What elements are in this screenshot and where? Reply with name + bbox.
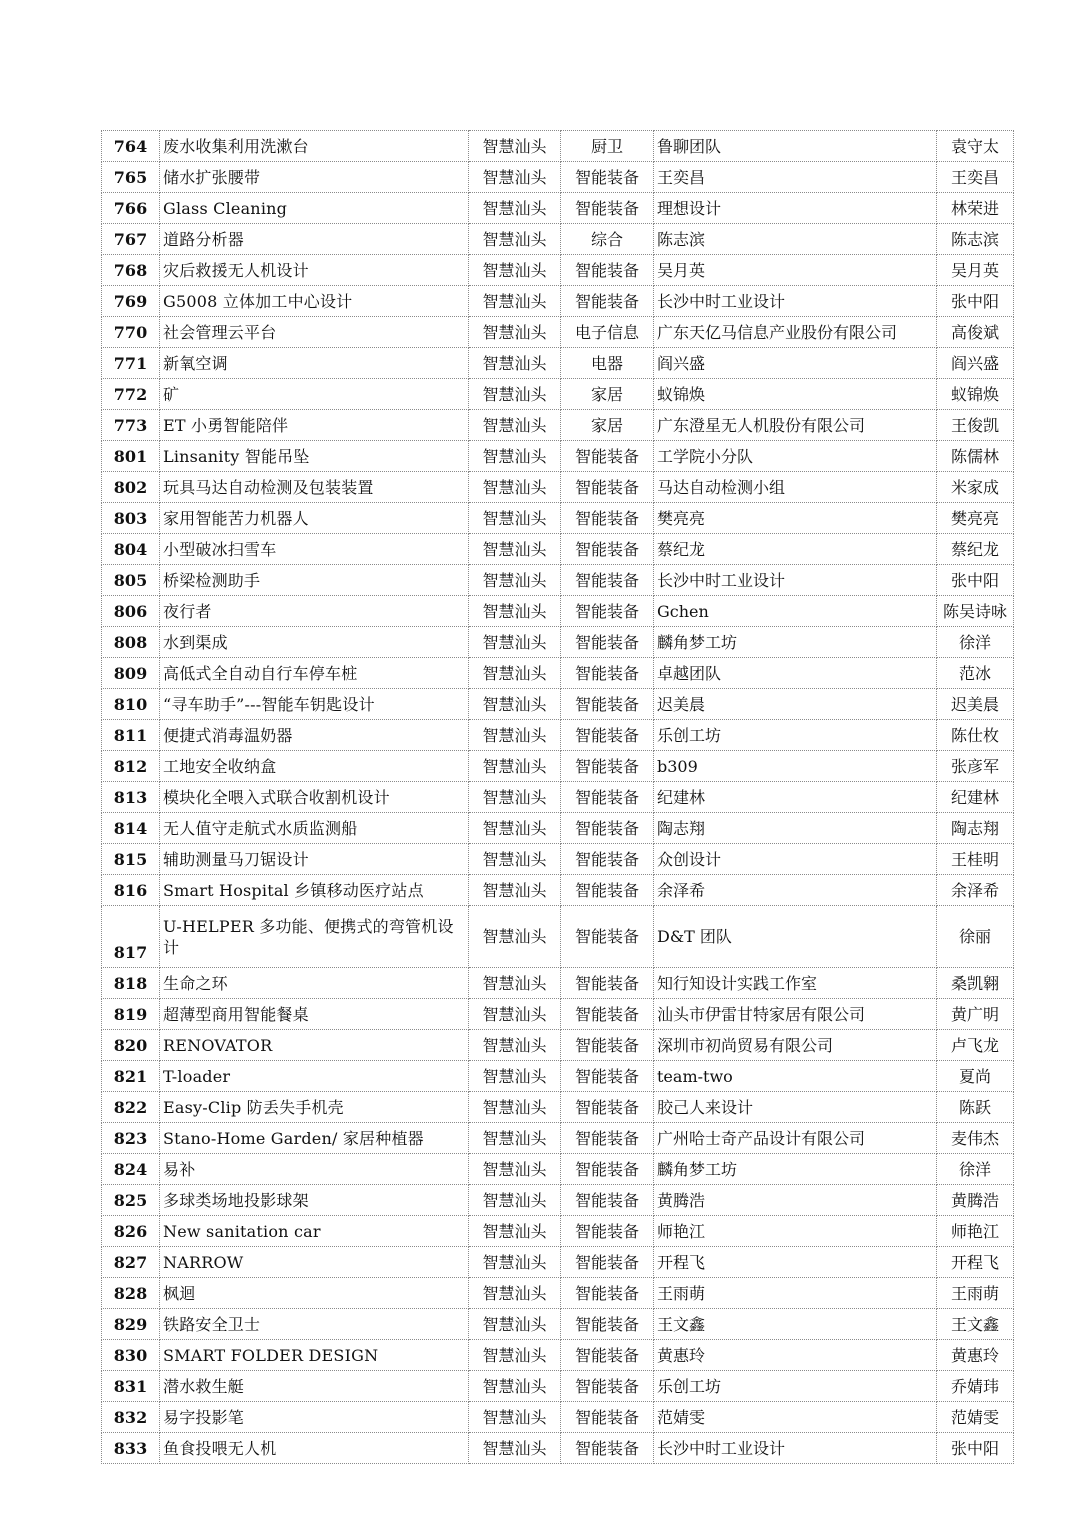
table-row bbox=[102, 348, 1014, 379]
entry-region: 智慧汕头 bbox=[469, 1123, 561, 1154]
entry-person: 纪建林 bbox=[937, 782, 1014, 813]
entry-person: 余泽希 bbox=[937, 875, 1014, 906]
entry-category: 智能装备 bbox=[561, 286, 654, 317]
entry-number: 819 bbox=[102, 999, 160, 1030]
entry-category: 智能装备 bbox=[561, 1030, 654, 1061]
table-row bbox=[102, 534, 1014, 565]
entry-number: 831 bbox=[102, 1371, 160, 1402]
entry-name: SMART FOLDER DESIGN bbox=[160, 1340, 469, 1371]
table-row bbox=[102, 255, 1014, 286]
entry-team: 长沙中时工业设计 bbox=[654, 286, 937, 317]
entry-category: 智能装备 bbox=[561, 503, 654, 534]
entry-number: 813 bbox=[102, 782, 160, 813]
entry-number: 810 bbox=[102, 689, 160, 720]
entry-person: 陈儒林 bbox=[937, 441, 1014, 472]
entry-category: 电器 bbox=[561, 348, 654, 379]
entry-number: 764 bbox=[102, 131, 160, 162]
entry-category: 智能装备 bbox=[561, 906, 654, 968]
entry-region: 智慧汕头 bbox=[469, 441, 561, 472]
entry-team: team-two bbox=[654, 1061, 937, 1092]
entry-region: 智慧汕头 bbox=[469, 1247, 561, 1278]
entry-category: 智能装备 bbox=[561, 968, 654, 999]
entry-team: 知行知设计实践工作室 bbox=[654, 968, 937, 999]
entry-region: 智慧汕头 bbox=[469, 906, 561, 968]
entry-team: 纪建林 bbox=[654, 782, 937, 813]
table-row bbox=[102, 596, 1014, 627]
entry-person: 袁守太 bbox=[937, 131, 1014, 162]
table-row bbox=[102, 782, 1014, 813]
entry-category: 综合 bbox=[561, 224, 654, 255]
entry-number: 805 bbox=[102, 565, 160, 596]
entry-team: Gchen bbox=[654, 596, 937, 627]
entry-name: 水到渠成 bbox=[160, 627, 469, 658]
entry-region: 智慧汕头 bbox=[469, 844, 561, 875]
entry-number: 818 bbox=[102, 968, 160, 999]
entry-team: 理想设计 bbox=[654, 193, 937, 224]
entry-name: Stano-Home Garden/ 家居种植器 bbox=[160, 1123, 469, 1154]
entry-number: 803 bbox=[102, 503, 160, 534]
entry-team: 黄惠玲 bbox=[654, 1340, 937, 1371]
entry-team: 蔡纪龙 bbox=[654, 534, 937, 565]
entry-number: 773 bbox=[102, 410, 160, 441]
entry-category: 智能装备 bbox=[561, 720, 654, 751]
entry-person: 王文鑫 bbox=[937, 1309, 1014, 1340]
entry-name: 潜水救生艇 bbox=[160, 1371, 469, 1402]
entry-category: 智能装备 bbox=[561, 1402, 654, 1433]
entry-number: 830 bbox=[102, 1340, 160, 1371]
entry-team: 卓越团队 bbox=[654, 658, 937, 689]
entry-team: 汕头市伊雷甘特家居有限公司 bbox=[654, 999, 937, 1030]
entry-team: 胶己人来设计 bbox=[654, 1092, 937, 1123]
entry-person: 黄惠玲 bbox=[937, 1340, 1014, 1371]
entry-number: 820 bbox=[102, 1030, 160, 1061]
entry-category: 智能装备 bbox=[561, 689, 654, 720]
entry-person: 王俊凯 bbox=[937, 410, 1014, 441]
entry-team: 马达自动检测小组 bbox=[654, 472, 937, 503]
entry-region: 智慧汕头 bbox=[469, 1309, 561, 1340]
entry-name: T-loader bbox=[160, 1061, 469, 1092]
entry-category: 智能装备 bbox=[561, 1154, 654, 1185]
entry-number: 825 bbox=[102, 1185, 160, 1216]
entry-team: 王雨萌 bbox=[654, 1278, 937, 1309]
entry-category: 智能装备 bbox=[561, 1216, 654, 1247]
entry-team: 广东澄星无人机股份有限公司 bbox=[654, 410, 937, 441]
entry-name: 矿 bbox=[160, 379, 469, 410]
entry-person: 师艳江 bbox=[937, 1216, 1014, 1247]
entry-region: 智慧汕头 bbox=[469, 658, 561, 689]
entry-team: 鲁聊团队 bbox=[654, 131, 937, 162]
entry-number: 771 bbox=[102, 348, 160, 379]
entry-region: 智慧汕头 bbox=[469, 255, 561, 286]
entry-region: 智慧汕头 bbox=[469, 348, 561, 379]
entry-number: 766 bbox=[102, 193, 160, 224]
entry-person: 迟美晨 bbox=[937, 689, 1014, 720]
table-row bbox=[102, 1371, 1014, 1402]
entry-region: 智慧汕头 bbox=[469, 875, 561, 906]
entry-person: 黄广明 bbox=[937, 999, 1014, 1030]
entry-number: 765 bbox=[102, 162, 160, 193]
entry-team: 迟美晨 bbox=[654, 689, 937, 720]
entry-region: 智慧汕头 bbox=[469, 968, 561, 999]
entries-table-body bbox=[102, 131, 1014, 1464]
entry-region: 智慧汕头 bbox=[469, 720, 561, 751]
entry-region: 智慧汕头 bbox=[469, 1340, 561, 1371]
entry-person: 张彦军 bbox=[937, 751, 1014, 782]
entry-region: 智慧汕头 bbox=[469, 1216, 561, 1247]
table-row bbox=[102, 627, 1014, 658]
entry-category: 智能装备 bbox=[561, 1185, 654, 1216]
table-row bbox=[102, 1185, 1014, 1216]
entry-number: 808 bbox=[102, 627, 160, 658]
entry-team: 黄腾浩 bbox=[654, 1185, 937, 1216]
entry-team: 吴月英 bbox=[654, 255, 937, 286]
entry-person: 范婧雯 bbox=[937, 1402, 1014, 1433]
entry-person: 徐洋 bbox=[937, 627, 1014, 658]
entry-person: 张中阳 bbox=[937, 286, 1014, 317]
entry-category: 家居 bbox=[561, 410, 654, 441]
entry-name: 高低式全自动自行车停车桩 bbox=[160, 658, 469, 689]
entry-region: 智慧汕头 bbox=[469, 1030, 561, 1061]
entry-category: 智能装备 bbox=[561, 565, 654, 596]
entry-number: 828 bbox=[102, 1278, 160, 1309]
entry-person: 陈仕枚 bbox=[937, 720, 1014, 751]
entry-category: 智能装备 bbox=[561, 162, 654, 193]
entry-region: 智慧汕头 bbox=[469, 813, 561, 844]
entry-name: U-HELPER 多功能、便携式的弯管机设计 bbox=[160, 906, 469, 968]
entry-number: 833 bbox=[102, 1433, 160, 1464]
entry-team: 樊亮亮 bbox=[654, 503, 937, 534]
table-row bbox=[102, 286, 1014, 317]
entry-person: 陈吴诗咏 bbox=[937, 596, 1014, 627]
table-row bbox=[102, 131, 1014, 162]
entries-table bbox=[101, 130, 1014, 1464]
entry-team: 长沙中时工业设计 bbox=[654, 1433, 937, 1464]
table-row bbox=[102, 1061, 1014, 1092]
table-row bbox=[102, 503, 1014, 534]
entry-region: 智慧汕头 bbox=[469, 689, 561, 720]
entry-region: 智慧汕头 bbox=[469, 627, 561, 658]
entry-region: 智慧汕头 bbox=[469, 565, 561, 596]
entry-name: 道路分析器 bbox=[160, 224, 469, 255]
entry-region: 智慧汕头 bbox=[469, 1154, 561, 1185]
table-row bbox=[102, 999, 1014, 1030]
entry-region: 智慧汕头 bbox=[469, 1061, 561, 1092]
entry-name: 桥梁检测助手 bbox=[160, 565, 469, 596]
entry-person: 陈志滨 bbox=[937, 224, 1014, 255]
entry-person: 乔婧玮 bbox=[937, 1371, 1014, 1402]
entry-category: 智能装备 bbox=[561, 658, 654, 689]
entry-team: 乐创工坊 bbox=[654, 720, 937, 751]
entry-number: 817 bbox=[102, 906, 160, 968]
entry-number: 767 bbox=[102, 224, 160, 255]
entry-number: 826 bbox=[102, 1216, 160, 1247]
entry-number: 829 bbox=[102, 1309, 160, 1340]
entry-name: 家用智能苦力机器人 bbox=[160, 503, 469, 534]
entry-person: 蚁锦焕 bbox=[937, 379, 1014, 410]
entry-name: 灾后救援无人机设计 bbox=[160, 255, 469, 286]
table-row bbox=[102, 224, 1014, 255]
entry-person: 张中阳 bbox=[937, 565, 1014, 596]
entry-person: 林荣进 bbox=[937, 193, 1014, 224]
entry-name: 玩具马达自动检测及包装装置 bbox=[160, 472, 469, 503]
entry-team: 陈志滨 bbox=[654, 224, 937, 255]
entry-name: G5008 立体加工中心设计 bbox=[160, 286, 469, 317]
entry-name: 铁路安全卫士 bbox=[160, 1309, 469, 1340]
entry-person: 米家成 bbox=[937, 472, 1014, 503]
table-row bbox=[102, 1433, 1014, 1464]
entry-name: New sanitation car bbox=[160, 1216, 469, 1247]
table-row bbox=[102, 1030, 1014, 1061]
entry-number: 768 bbox=[102, 255, 160, 286]
entry-team: 师艳江 bbox=[654, 1216, 937, 1247]
entry-category: 智能装备 bbox=[561, 875, 654, 906]
entry-name: 工地安全收纳盒 bbox=[160, 751, 469, 782]
entry-name: 储水扩张腰带 bbox=[160, 162, 469, 193]
entry-category: 智能装备 bbox=[561, 627, 654, 658]
entry-region: 智慧汕头 bbox=[469, 1278, 561, 1309]
entry-person: 卢飞龙 bbox=[937, 1030, 1014, 1061]
entry-category: 电子信息 bbox=[561, 317, 654, 348]
entry-team: 陶志翔 bbox=[654, 813, 937, 844]
entry-team: D&T 团队 bbox=[654, 906, 937, 968]
entry-person: 徐丽 bbox=[937, 906, 1014, 968]
table-row bbox=[102, 1092, 1014, 1123]
entry-number: 816 bbox=[102, 875, 160, 906]
entry-category: 智能装备 bbox=[561, 751, 654, 782]
entry-category: 智能装备 bbox=[561, 1247, 654, 1278]
entry-person: 麦伟杰 bbox=[937, 1123, 1014, 1154]
entry-category: 智能装备 bbox=[561, 1092, 654, 1123]
entry-number: 823 bbox=[102, 1123, 160, 1154]
entry-person: 蔡纪龙 bbox=[937, 534, 1014, 565]
entry-team: 麟角梦工坊 bbox=[654, 627, 937, 658]
entry-region: 智慧汕头 bbox=[469, 1402, 561, 1433]
entry-region: 智慧汕头 bbox=[469, 286, 561, 317]
entry-name: ET 小勇智能陪伴 bbox=[160, 410, 469, 441]
entry-name: 易补 bbox=[160, 1154, 469, 1185]
entry-team: b309 bbox=[654, 751, 937, 782]
entry-region: 智慧汕头 bbox=[469, 534, 561, 565]
entry-number: 770 bbox=[102, 317, 160, 348]
table-row bbox=[102, 565, 1014, 596]
entry-region: 智慧汕头 bbox=[469, 1371, 561, 1402]
table-row bbox=[102, 1247, 1014, 1278]
entry-name: RENOVATOR bbox=[160, 1030, 469, 1061]
entry-name: Easy-Clip 防丢失手机壳 bbox=[160, 1092, 469, 1123]
entry-category: 智能装备 bbox=[561, 1061, 654, 1092]
entry-category: 智能装备 bbox=[561, 472, 654, 503]
entry-team: 广州哈士奇产品设计有限公司 bbox=[654, 1123, 937, 1154]
entry-name: 多球类场地投影球架 bbox=[160, 1185, 469, 1216]
entry-number: 809 bbox=[102, 658, 160, 689]
entry-category: 智能装备 bbox=[561, 255, 654, 286]
entry-category: 智能装备 bbox=[561, 1309, 654, 1340]
entry-region: 智慧汕头 bbox=[469, 472, 561, 503]
table-row bbox=[102, 1309, 1014, 1340]
entry-name: 新氧空调 bbox=[160, 348, 469, 379]
entry-region: 智慧汕头 bbox=[469, 1092, 561, 1123]
table-row bbox=[102, 689, 1014, 720]
entry-person: 黄腾浩 bbox=[937, 1185, 1014, 1216]
entry-category: 智能装备 bbox=[561, 999, 654, 1030]
entry-category: 智能装备 bbox=[561, 596, 654, 627]
entry-number: 772 bbox=[102, 379, 160, 410]
entry-category: 智能装备 bbox=[561, 441, 654, 472]
table-row bbox=[102, 193, 1014, 224]
table-row bbox=[102, 1340, 1014, 1371]
table-row bbox=[102, 751, 1014, 782]
table-row bbox=[102, 968, 1014, 999]
entry-team: 乐创工坊 bbox=[654, 1371, 937, 1402]
entry-number: 802 bbox=[102, 472, 160, 503]
entry-category: 智能装备 bbox=[561, 193, 654, 224]
table-row bbox=[102, 875, 1014, 906]
entry-number: 815 bbox=[102, 844, 160, 875]
entry-number: 824 bbox=[102, 1154, 160, 1185]
entry-number: 814 bbox=[102, 813, 160, 844]
entry-number: 801 bbox=[102, 441, 160, 472]
entry-number: 821 bbox=[102, 1061, 160, 1092]
entry-region: 智慧汕头 bbox=[469, 782, 561, 813]
table-row bbox=[102, 1216, 1014, 1247]
entry-region: 智慧汕头 bbox=[469, 751, 561, 782]
entry-number: 812 bbox=[102, 751, 160, 782]
entry-name: 超薄型商用智能餐桌 bbox=[160, 999, 469, 1030]
entry-number: 832 bbox=[102, 1402, 160, 1433]
entry-person: 徐洋 bbox=[937, 1154, 1014, 1185]
entry-region: 智慧汕头 bbox=[469, 1185, 561, 1216]
entry-team: 众创设计 bbox=[654, 844, 937, 875]
entry-region: 智慧汕头 bbox=[469, 410, 561, 441]
entry-category: 家居 bbox=[561, 379, 654, 410]
entry-team: 深圳市初尚贸易有限公司 bbox=[654, 1030, 937, 1061]
table-row bbox=[102, 813, 1014, 844]
entry-team: 范婧雯 bbox=[654, 1402, 937, 1433]
entry-person: 桑凯翱 bbox=[937, 968, 1014, 999]
entry-team: 广东天亿马信息产业股份有限公司 bbox=[654, 317, 937, 348]
entry-category: 智能装备 bbox=[561, 1278, 654, 1309]
entry-region: 智慧汕头 bbox=[469, 131, 561, 162]
entry-name: 社会管理云平台 bbox=[160, 317, 469, 348]
entry-number: 822 bbox=[102, 1092, 160, 1123]
entry-name: 小型破冰扫雪车 bbox=[160, 534, 469, 565]
entry-number: 804 bbox=[102, 534, 160, 565]
entry-category: 厨卫 bbox=[561, 131, 654, 162]
entry-person: 范冰 bbox=[937, 658, 1014, 689]
entry-region: 智慧汕头 bbox=[469, 162, 561, 193]
table-row bbox=[102, 1123, 1014, 1154]
entry-person: 开程飞 bbox=[937, 1247, 1014, 1278]
entry-region: 智慧汕头 bbox=[469, 193, 561, 224]
entry-number: 811 bbox=[102, 720, 160, 751]
entry-person: 陶志翔 bbox=[937, 813, 1014, 844]
entry-category: 智能装备 bbox=[561, 813, 654, 844]
entry-category: 智能装备 bbox=[561, 782, 654, 813]
table-row bbox=[102, 317, 1014, 348]
entry-team: 开程飞 bbox=[654, 1247, 937, 1278]
entry-category: 智能装备 bbox=[561, 1371, 654, 1402]
table-row bbox=[102, 472, 1014, 503]
entry-name: NARROW bbox=[160, 1247, 469, 1278]
entry-team: 工学院小分队 bbox=[654, 441, 937, 472]
entry-category: 智能装备 bbox=[561, 1340, 654, 1371]
entry-name: Smart Hospital 乡镇移动医疗站点 bbox=[160, 875, 469, 906]
entry-name: Glass Cleaning bbox=[160, 193, 469, 224]
entry-name: 便捷式消毒温奶器 bbox=[160, 720, 469, 751]
entry-region: 智慧汕头 bbox=[469, 596, 561, 627]
entry-team: 余泽希 bbox=[654, 875, 937, 906]
table-row bbox=[102, 162, 1014, 193]
entry-name: 废水收集利用洗漱台 bbox=[160, 131, 469, 162]
entry-name: “寻车助手”---智能车钥匙设计 bbox=[160, 689, 469, 720]
entry-category: 智能装备 bbox=[561, 844, 654, 875]
entry-name: 无人值守走航式水质监测船 bbox=[160, 813, 469, 844]
entry-name: 枫迴 bbox=[160, 1278, 469, 1309]
entry-person: 夏尚 bbox=[937, 1061, 1014, 1092]
entry-person: 高俊斌 bbox=[937, 317, 1014, 348]
entry-number: 827 bbox=[102, 1247, 160, 1278]
table-row bbox=[102, 844, 1014, 875]
entry-person: 阎兴盛 bbox=[937, 348, 1014, 379]
entry-region: 智慧汕头 bbox=[469, 379, 561, 410]
entry-person: 王雨萌 bbox=[937, 1278, 1014, 1309]
entry-team: 麟角梦工坊 bbox=[654, 1154, 937, 1185]
entry-team: 蚁锦焕 bbox=[654, 379, 937, 410]
entry-region: 智慧汕头 bbox=[469, 999, 561, 1030]
table-row bbox=[102, 441, 1014, 472]
entry-person: 王奕昌 bbox=[937, 162, 1014, 193]
table-row bbox=[102, 906, 1014, 968]
table-row bbox=[102, 410, 1014, 441]
table-row bbox=[102, 658, 1014, 689]
entry-person: 张中阳 bbox=[937, 1433, 1014, 1464]
table-row bbox=[102, 1278, 1014, 1309]
entry-region: 智慧汕头 bbox=[469, 224, 561, 255]
entry-person: 陈跃 bbox=[937, 1092, 1014, 1123]
entry-number: 806 bbox=[102, 596, 160, 627]
entry-region: 智慧汕头 bbox=[469, 503, 561, 534]
entry-category: 智能装备 bbox=[561, 534, 654, 565]
entry-person: 樊亮亮 bbox=[937, 503, 1014, 534]
entry-name: Linsanity 智能吊坠 bbox=[160, 441, 469, 472]
entry-name: 生命之环 bbox=[160, 968, 469, 999]
entry-name: 辅助测量马刀锯设计 bbox=[160, 844, 469, 875]
entry-category: 智能装备 bbox=[561, 1433, 654, 1464]
table-row bbox=[102, 1402, 1014, 1433]
entry-name: 易字投影笔 bbox=[160, 1402, 469, 1433]
entry-category: 智能装备 bbox=[561, 1123, 654, 1154]
entry-name: 鱼食投喂无人机 bbox=[160, 1433, 469, 1464]
entry-team: 王奕昌 bbox=[654, 162, 937, 193]
table-row bbox=[102, 1154, 1014, 1185]
entry-name: 夜行者 bbox=[160, 596, 469, 627]
entry-region: 智慧汕头 bbox=[469, 317, 561, 348]
entry-team: 王文鑫 bbox=[654, 1309, 937, 1340]
table-row bbox=[102, 379, 1014, 410]
entry-person: 吴月英 bbox=[937, 255, 1014, 286]
entry-team: 阎兴盛 bbox=[654, 348, 937, 379]
table-row bbox=[102, 720, 1014, 751]
entry-region: 智慧汕头 bbox=[469, 1433, 561, 1464]
entry-name: 模块化全喂入式联合收割机设计 bbox=[160, 782, 469, 813]
entry-number: 769 bbox=[102, 286, 160, 317]
entry-team: 长沙中时工业设计 bbox=[654, 565, 937, 596]
entry-person: 王桂明 bbox=[937, 844, 1014, 875]
